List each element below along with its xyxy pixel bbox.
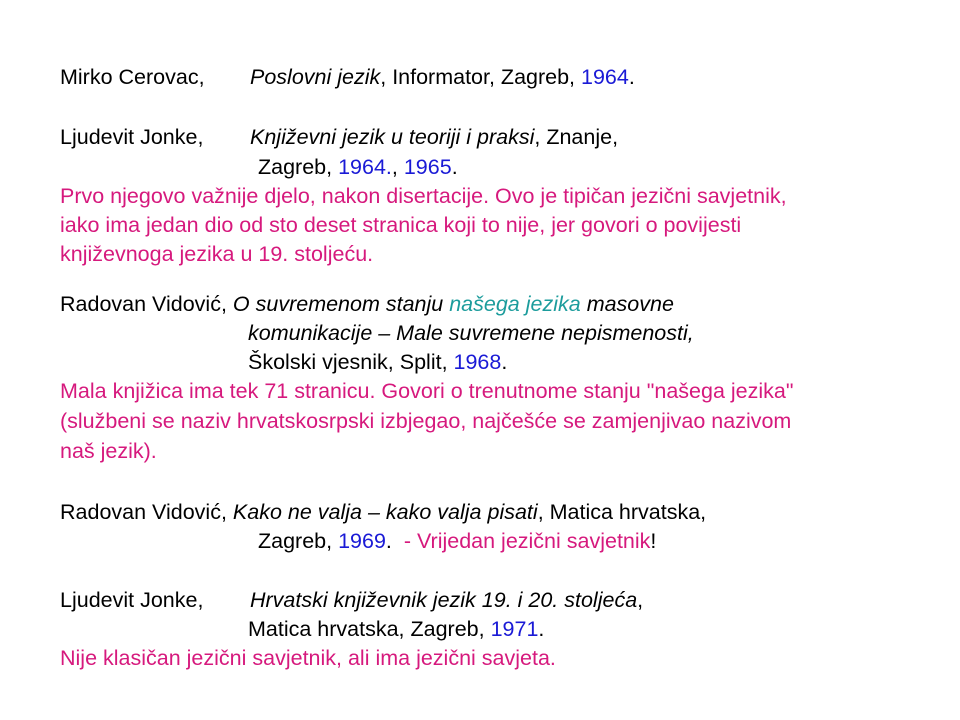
entry-2-year-1: 1964. — [338, 155, 392, 179]
entry-3-line-2: komunikacije – Male suvremene nepismenosti, — [248, 321, 694, 345]
entry-4-note-end: ! — [650, 529, 657, 553]
entry-2-year-2: 1965 — [403, 155, 452, 179]
entry-4-end: . — [385, 529, 392, 553]
entry-2-line-1 — [60, 127, 203, 149]
entry-5-place: Matica hrvatska, Zagreb, — [248, 617, 491, 641]
entry-4-line-2 — [258, 531, 656, 553]
entry-2-comment-line-2: iako ima jedan dio od sto deset stranica koji to nije, jer govori o povijesti — [60, 213, 742, 237]
entry-1-end: . — [628, 65, 635, 89]
entry-4-year: 1969 — [338, 529, 386, 553]
entry-5-publisher: , — [637, 588, 644, 612]
entry-2-place: Zagreb, — [258, 155, 339, 179]
entry-5-line-2 — [248, 619, 544, 641]
entry-2-author: Ljudevit Jonke, — [60, 125, 204, 149]
entry-5-comment-line-1: Nije klasičan jezični savjetnik, ali ima jezični savjeta. — [60, 646, 556, 670]
entry-3-title-a: O suvremenom stanju — [232, 292, 444, 316]
entry-5-line-1-rest — [250, 590, 643, 612]
entry-2-line-1-rest — [250, 127, 618, 149]
entry-3-comment-line-2: (službeni se naziv hrvatskosrpski izbjegao, najčešće se zamjenjivao nazivom — [60, 409, 792, 433]
entry-3-author: Radovan Vidović, — [60, 292, 227, 316]
entry-4-note: - Vrijedan jezični savjetnik — [403, 529, 651, 553]
entry-4-author: Radovan Vidović, — [60, 500, 227, 524]
entry-2-title: Književni jezik u teoriji i praksi — [250, 125, 535, 149]
entry-5-year: 1971 — [490, 617, 539, 641]
entry-3-line-1 — [60, 294, 674, 316]
entry-3-year: 1968 — [453, 350, 502, 374]
entry-1-year: 1964 — [581, 65, 629, 89]
entry-5-title: Hrvatski književnik jezik 19. i 20. stoljeća — [250, 588, 638, 612]
entry-3-publisher: Školski vjesnik, Split, — [248, 350, 454, 374]
entry-3-line-3 — [248, 352, 507, 374]
entry-1-publisher: , Informator, Zagreb, — [380, 65, 582, 89]
entry-5-line-1 — [60, 590, 203, 612]
entry-2-sep: , — [391, 155, 404, 179]
entry-4-line-1 — [60, 502, 706, 524]
entry-5-author: Ljudevit Jonke, — [60, 588, 204, 612]
entry-5-end: . — [538, 617, 545, 641]
entry-2-line-2 — [258, 157, 458, 179]
entry-4-publisher: , Matica hrvatska, — [537, 500, 707, 524]
entry-1-line-1-rest — [250, 67, 635, 89]
entry-2-comment-line-3: književnoga jezika u 19. stoljeću. — [60, 242, 374, 266]
entry-3-title-b: našega jezika — [449, 292, 581, 316]
entry-2-publisher: , Znanje, — [534, 125, 619, 149]
entry-4-place: Zagreb, — [258, 529, 339, 553]
entry-3-end: . — [501, 350, 508, 374]
entry-1-line-1 — [60, 67, 205, 89]
entry-2-comment-line-1: Prvo njegovo važnije djelo, nakon disertacije. Ovo je tipičan jezični savjetnik, — [60, 184, 787, 208]
entry-4-title: Kako ne valja – kako valja pisati — [232, 500, 538, 524]
entry-3-comment-line-1: Mala knjižica ima tek 71 stranicu. Govori o trenutnome stanju "našega jezika" — [60, 379, 794, 403]
entry-1-author: Mirko Cerovac, — [60, 65, 205, 89]
entry-3-title-c: masovne — [586, 292, 674, 316]
entry-3-comment-line-3: naš jezik). — [60, 439, 157, 463]
entry-1-title: Poslovni jezik — [250, 65, 381, 89]
entry-2-end: . — [451, 155, 458, 179]
